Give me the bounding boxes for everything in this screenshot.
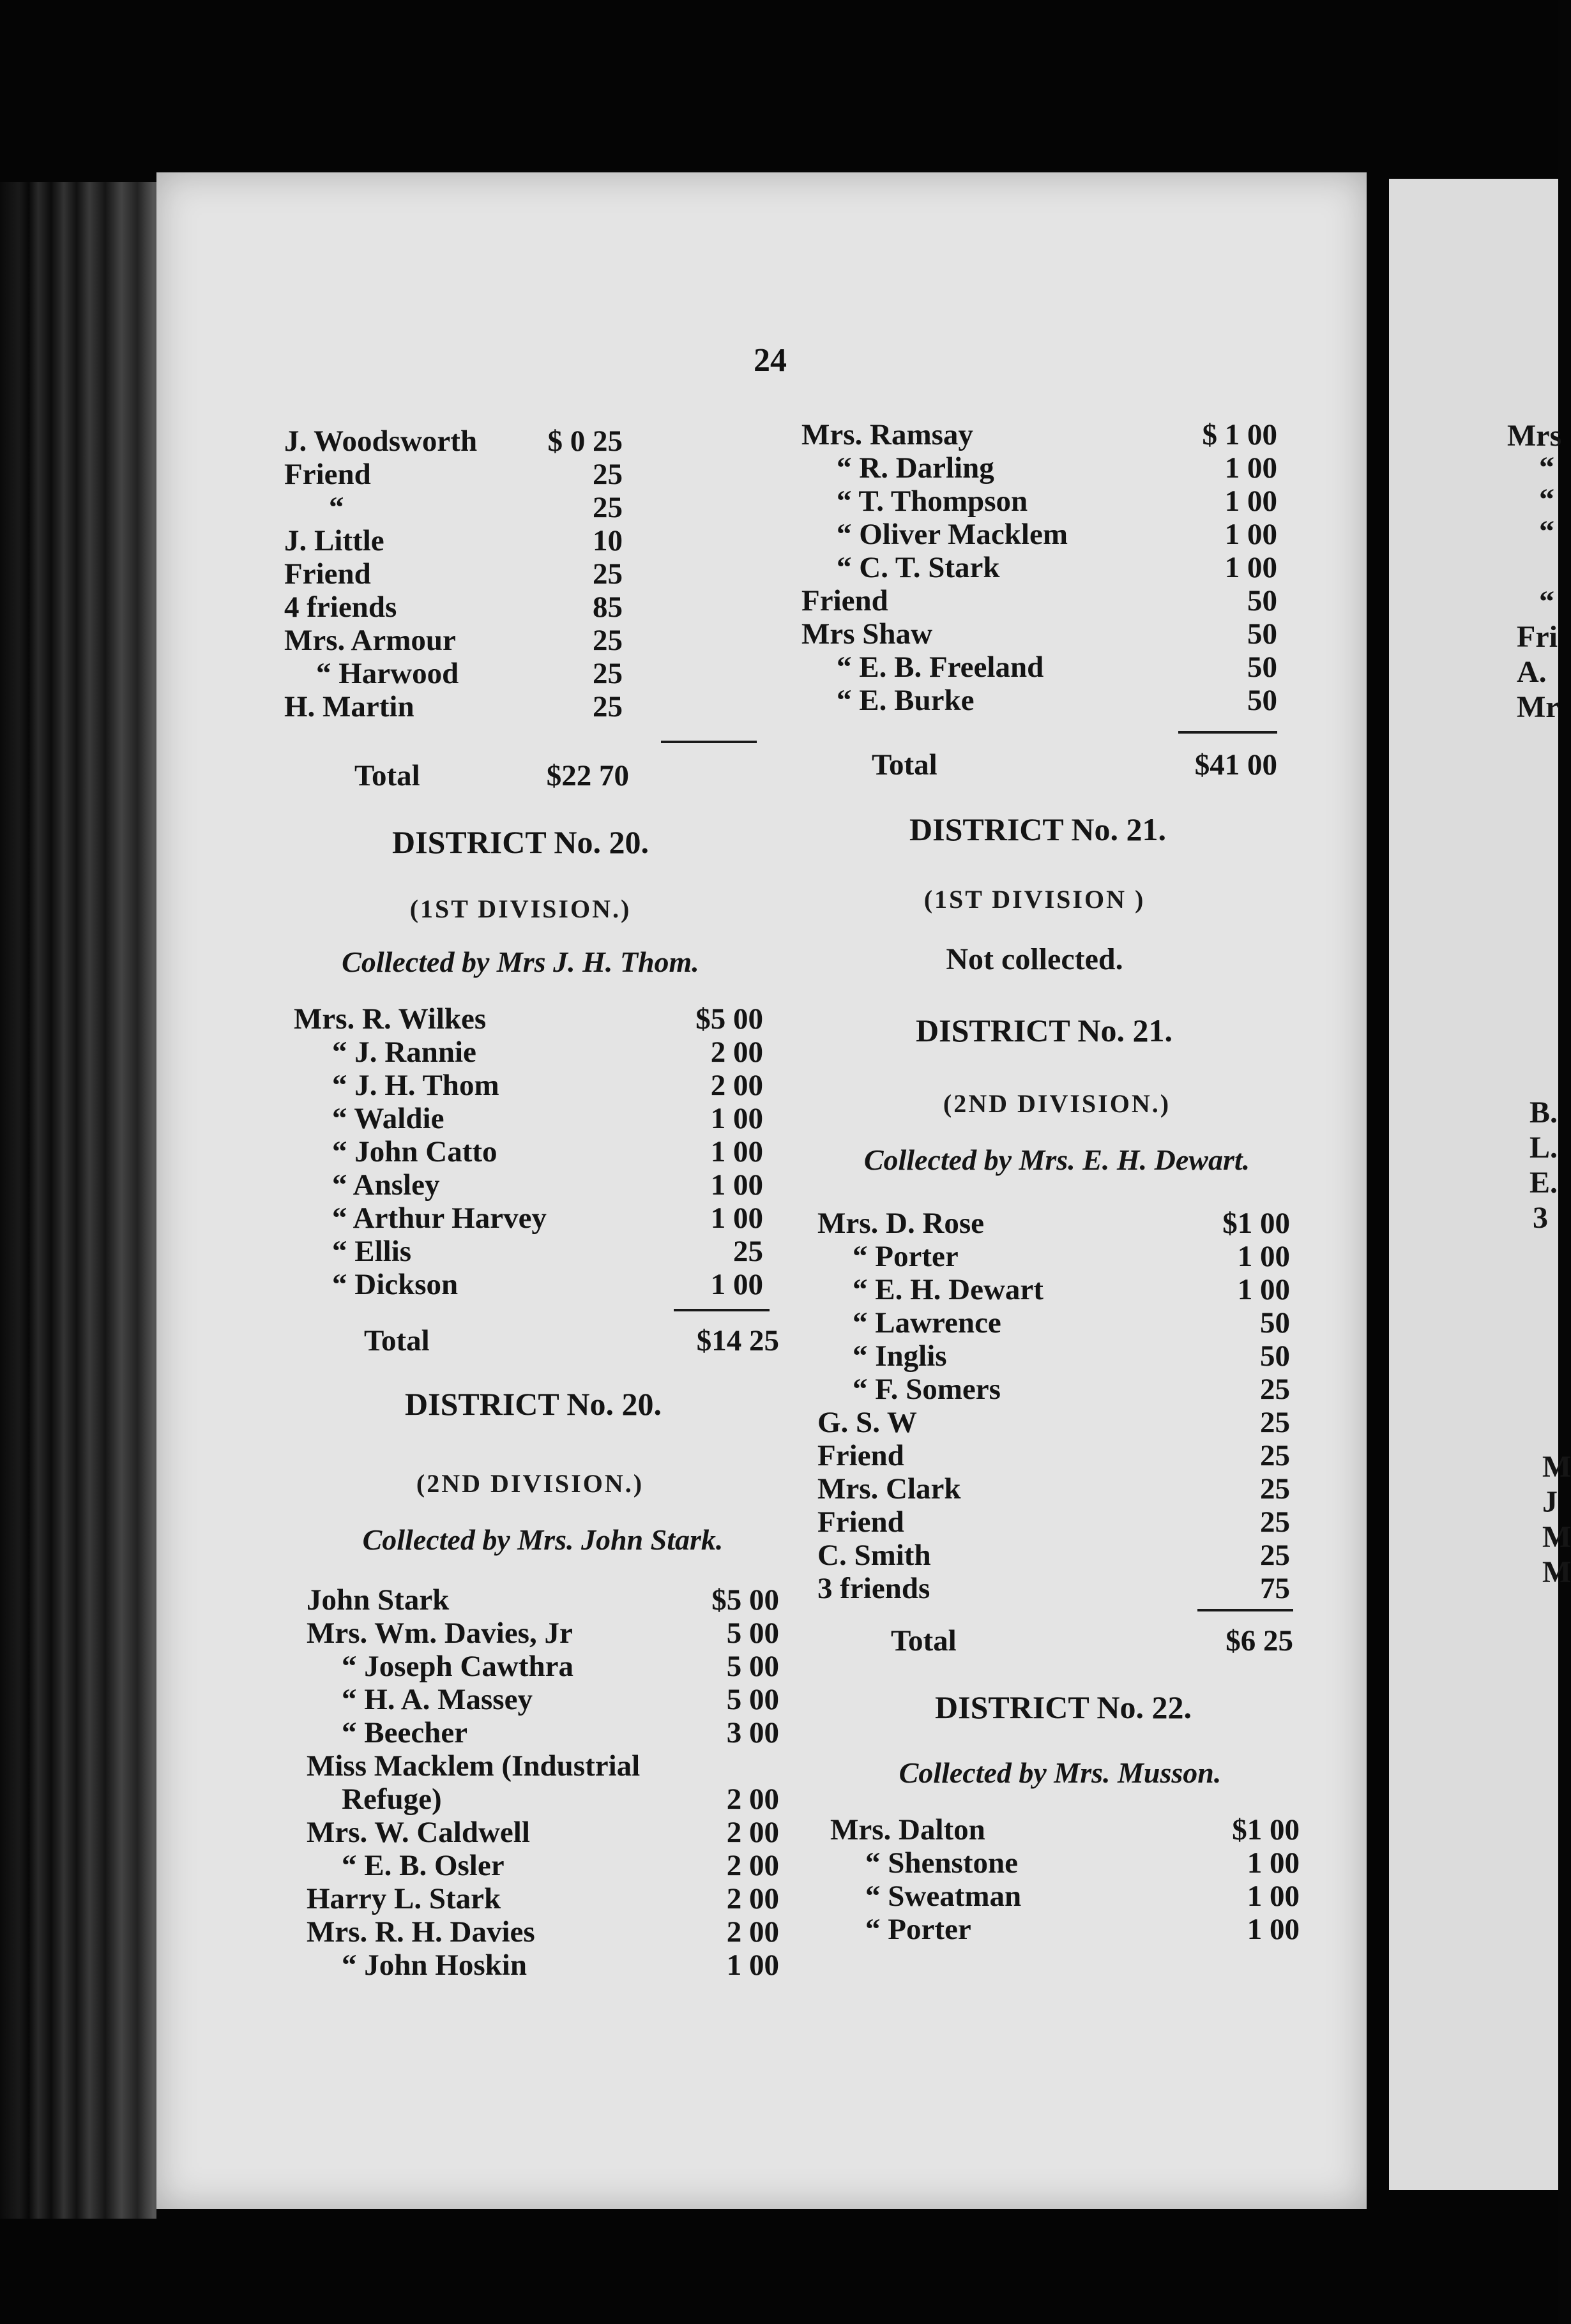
list-item: 4 friends 85 xyxy=(284,591,623,624)
list-item: Friend 25 xyxy=(817,1505,1290,1539)
sum-rule xyxy=(1197,1609,1293,1611)
list-item: “ Arthur Harvey 1 00 xyxy=(332,1202,763,1235)
list-item: “ John Catto 1 00 xyxy=(332,1135,763,1168)
next-page-fragment: B. xyxy=(1529,1096,1558,1129)
next-page-fragment: “ xyxy=(1539,451,1554,485)
list-item: Mrs. R. H. Davies 2 00 xyxy=(307,1915,779,1949)
list-item: Friend 25 xyxy=(817,1439,1290,1472)
list-item: Mrs. Ramsay $ 1 00 xyxy=(801,418,1277,451)
next-page-fragment: E. xyxy=(1529,1166,1558,1200)
list-item: “ Waldie 1 00 xyxy=(332,1102,763,1135)
next-page-fragment: M xyxy=(1542,1520,1571,1554)
list-item: “ Ansley 1 00 xyxy=(332,1168,763,1202)
district-heading: DISTRICT No. 21. xyxy=(916,1013,1173,1048)
list-item: John Stark $5 00 xyxy=(307,1583,779,1617)
list-item: “ C. T. Stark 1 00 xyxy=(837,551,1277,584)
list-item: H. Martin 25 xyxy=(284,690,623,723)
list-item: “ E. H. Dewart 1 00 xyxy=(853,1273,1290,1306)
list-item: Mrs. D. Rose $1 00 xyxy=(817,1207,1290,1240)
sum-rule xyxy=(674,1309,770,1311)
book-page xyxy=(156,172,1367,2209)
list-item: 3 friends 75 xyxy=(817,1572,1290,1605)
list-item: “ E. Burke 50 xyxy=(837,684,1277,717)
right-carryover-list xyxy=(801,418,1277,717)
next-page-fragment: “ xyxy=(1539,483,1554,517)
district-heading: DISTRICT No. 22. xyxy=(935,1689,1192,1725)
next-page-edge xyxy=(1389,179,1571,2190)
next-page-fragment: “ xyxy=(1539,585,1554,619)
not-collected-note: Not collected. xyxy=(946,942,1123,976)
list-item: “ J. Rannie 2 00 xyxy=(332,1036,763,1069)
list-item: “ Porter 1 00 xyxy=(865,1913,1300,1946)
list-item: “ E. B. Osler 2 00 xyxy=(342,1849,779,1882)
collector-line: Collected by Mrs. E. H. Dewart. xyxy=(863,1143,1250,1176)
next-page-fragment: “ xyxy=(1539,515,1554,548)
district22-list xyxy=(830,1813,1300,1946)
list-item: Mrs. Wm. Davies, Jr 5 00 xyxy=(307,1617,779,1650)
collector-line: Collected by Mrs. John Stark. xyxy=(362,1523,724,1556)
list-item: “ Joseph Cawthra 5 00 xyxy=(342,1650,779,1683)
list-item: “ R. Darling 1 00 xyxy=(837,451,1277,485)
list-item: Friend 25 xyxy=(284,557,623,591)
list-item: “ Dickson 1 00 xyxy=(332,1268,763,1301)
list-item: Mrs. Clark 25 xyxy=(817,1472,1290,1505)
list-item: J. Woodsworth $ 0 25 xyxy=(284,425,623,458)
list-item: “ E. B. Freeland 50 xyxy=(837,651,1277,684)
list-item: “ Beecher 3 00 xyxy=(342,1716,779,1749)
division-label: (2ND DIVISION.) xyxy=(416,1469,644,1498)
collector-line: Collected by Mrs J. H. Thom. xyxy=(342,946,699,978)
division-label: (1ST DIVISION.) xyxy=(409,894,632,923)
collector-line: Collected by Mrs. Musson. xyxy=(899,1756,1222,1789)
right-carryover-total: Total $41 00 xyxy=(872,748,1277,781)
list-item: Mrs. R. Wilkes $5 00 xyxy=(294,1002,763,1036)
list-item: “ Sweatman 1 00 xyxy=(865,1880,1300,1913)
district-heading: DISTRICT No. 20. xyxy=(405,1386,662,1422)
list-item: “ Inglis 50 xyxy=(853,1339,1290,1373)
next-page-fragment: Fri xyxy=(1517,620,1558,654)
list-item: Miss Macklem (Industrial xyxy=(307,1749,641,1783)
list-item: “ Oliver Macklem 1 00 xyxy=(837,518,1277,551)
list-item: G. S. W 25 xyxy=(817,1406,1290,1439)
list-item: Mrs. W. Caldwell 2 00 xyxy=(307,1816,779,1849)
book-spine xyxy=(0,182,156,2219)
division-label: (2ND DIVISION.) xyxy=(943,1089,1171,1118)
list-item: Friend 25 xyxy=(284,458,623,491)
list-item: Harry L. Stark 2 00 xyxy=(307,1882,779,1915)
list-item: “ Shenstone 1 00 xyxy=(865,1846,1300,1880)
list-item: “ Lawrence 50 xyxy=(853,1306,1290,1339)
next-page-fragment: M xyxy=(1542,1450,1571,1484)
left-carryover-total: Total $22 70 xyxy=(354,759,629,792)
district20-1-total: Total $14 25 xyxy=(364,1324,779,1357)
list-item: Mrs. Armour 25 xyxy=(284,624,623,657)
list-item: “ 25 xyxy=(329,491,623,524)
list-item: Mrs Shaw 50 xyxy=(801,617,1277,651)
district21-2-total: Total $6 25 xyxy=(891,1624,1293,1657)
next-page-fragment: L. xyxy=(1529,1131,1558,1165)
list-item: Friend 50 xyxy=(801,584,1277,617)
district21-2-list xyxy=(817,1207,1290,1605)
next-page-fragment: A. xyxy=(1517,655,1547,689)
list-item: Refuge) 2 00 xyxy=(342,1783,779,1816)
district20-1-list xyxy=(294,1002,763,1301)
next-page-fragment: M xyxy=(1542,1555,1571,1589)
list-item: “ Ellis 25 xyxy=(332,1235,763,1268)
district-heading: DISTRICT No. 20. xyxy=(392,824,649,860)
list-item: “ Harwood 25 xyxy=(316,657,623,690)
list-item: “ F. Somers 25 xyxy=(853,1373,1290,1406)
sum-rule xyxy=(1178,731,1277,734)
district-heading: DISTRICT No. 21. xyxy=(909,811,1166,847)
list-item: J. Little 10 xyxy=(284,524,623,557)
left-carryover-list xyxy=(284,425,623,723)
next-page-fragment: Mr xyxy=(1517,690,1560,724)
list-item: “ H. A. Massey 5 00 xyxy=(342,1683,779,1716)
list-item: “ J. H. Thom 2 00 xyxy=(332,1069,763,1102)
list-item: “ Porter 1 00 xyxy=(853,1240,1290,1273)
list-item: “ T. Thompson 1 00 xyxy=(837,485,1277,518)
list-item: Mrs. Dalton $1 00 xyxy=(830,1813,1300,1846)
sum-rule xyxy=(661,741,757,743)
list-item: “ John Hoskin 1 00 xyxy=(342,1949,779,1982)
district20-2-list xyxy=(307,1583,779,1982)
list-item: C. Smith 25 xyxy=(817,1539,1290,1572)
page-number: 24 xyxy=(754,342,787,379)
next-page-fragment: Mrs xyxy=(1507,419,1562,453)
next-page-fragment: J xyxy=(1542,1485,1558,1519)
next-page-fragment: 3 xyxy=(1533,1201,1548,1235)
division-label: (1ST DIVISION ) xyxy=(923,885,1146,914)
